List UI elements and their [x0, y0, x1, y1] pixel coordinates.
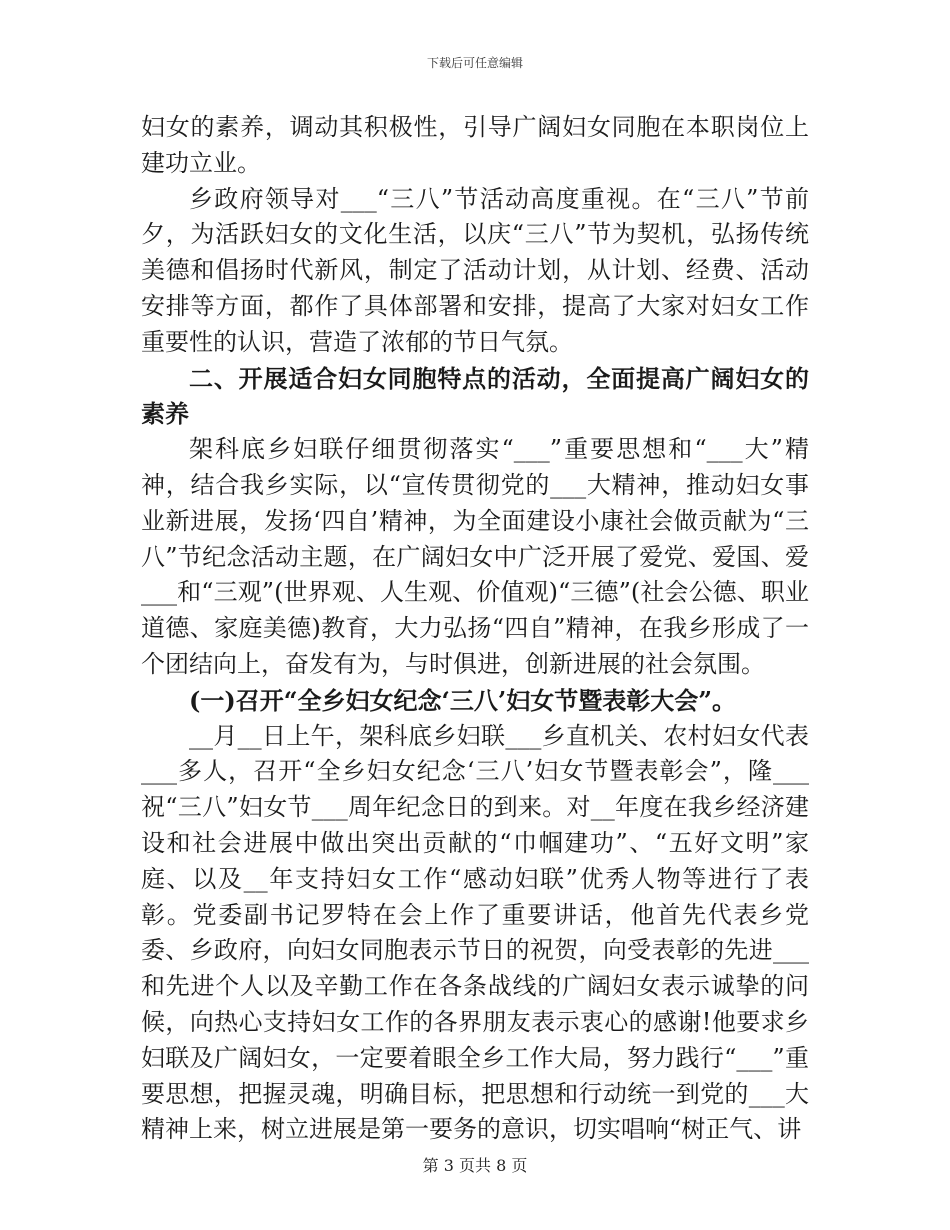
- paragraph-conference: __月__日上午，架科底乡妇联___乡直机关、农村妇女代表___多人，召开“全乡妇女纪念‘三八’妇女节暨表彰会”，隆___祝“三八”妇女节___周年纪念日的到来。对__年度在我乡经济建设和社会进展中做出突出贡献的“巾帼建功”、“五好文明”家庭、以及__年支持妇女工作“感动妇联”优秀人物等进行了表彰。党委副书记罗特在会上作了重要讲话，他首先代表乡党委、乡政府，向妇女同胞表示节日的祝贺，向受表彰的先进___和先进个人以及辛勤工作在各条战线的广阔妇女表示诚挚的问候，向热心支持妇女工作的各界朋友表示衷心的感谢!他要求乡妇联及广阔妇女，一定要着眼全乡工作大局，努力践行“___”重要思想，把握灵魂，明确目标，把思想和行动统一到党的___大精神上来，树立进展是第一要务的意识，切实唱响“树正气、讲: [141, 721, 809, 1144]
- paragraph-implementation: 架科底乡妇联仔细贯彻落实“___”重要思想和“___大”精神，结合我乡实际，以“宣传贯彻党的___大精神，推动妇女事业新进展，发扬‘四自’精神，为全面建设小康社会做贡献为“三八”节纪念活动主题，在广阔妇女中广泛开展了爱党、爱国、爱___和“三观”(世界观、人生观、价值观)“三德”(社会公德、职业道德、家庭美德)教育，大力弘扬“四自”精神，在我乡形成了一个团结向上，奋发有为，与时俱进，创新进展的社会氛围。: [141, 435, 809, 678]
- paragraph-leadership: 乡政府领导对___“三八”节活动高度重视。在“三八”节前夕，为活跃妇女的文化生活，以庆“三八”节为契机，弘扬传统美德和倡扬时代新风，制定了活动计划，从计划、经费、活动安排等方面，都作了具体部署和安排，提高了大家对妇女工作重要性的认识，营造了浓郁的节日气氛。: [141, 184, 809, 356]
- document-body: [141, 110, 809, 1148]
- paragraph-continuation: 妇女的素养，调动其积极性，引导广阔妇女同胞在本职岗位上建功立业。: [141, 113, 809, 177]
- subsection-heading-one: (一)召开“全乡妇女纪念‘三八’妇女节暨表彰大会”。: [189, 685, 737, 715]
- section-heading-two: 二、开展适合妇女同胞特点的活动，全面提高广阔妇女的素养: [141, 363, 809, 429]
- page-header-note: 下载后可任意编辑: [426, 56, 523, 70]
- page-number: 第 3 页共 8 页: [422, 1156, 528, 1175]
